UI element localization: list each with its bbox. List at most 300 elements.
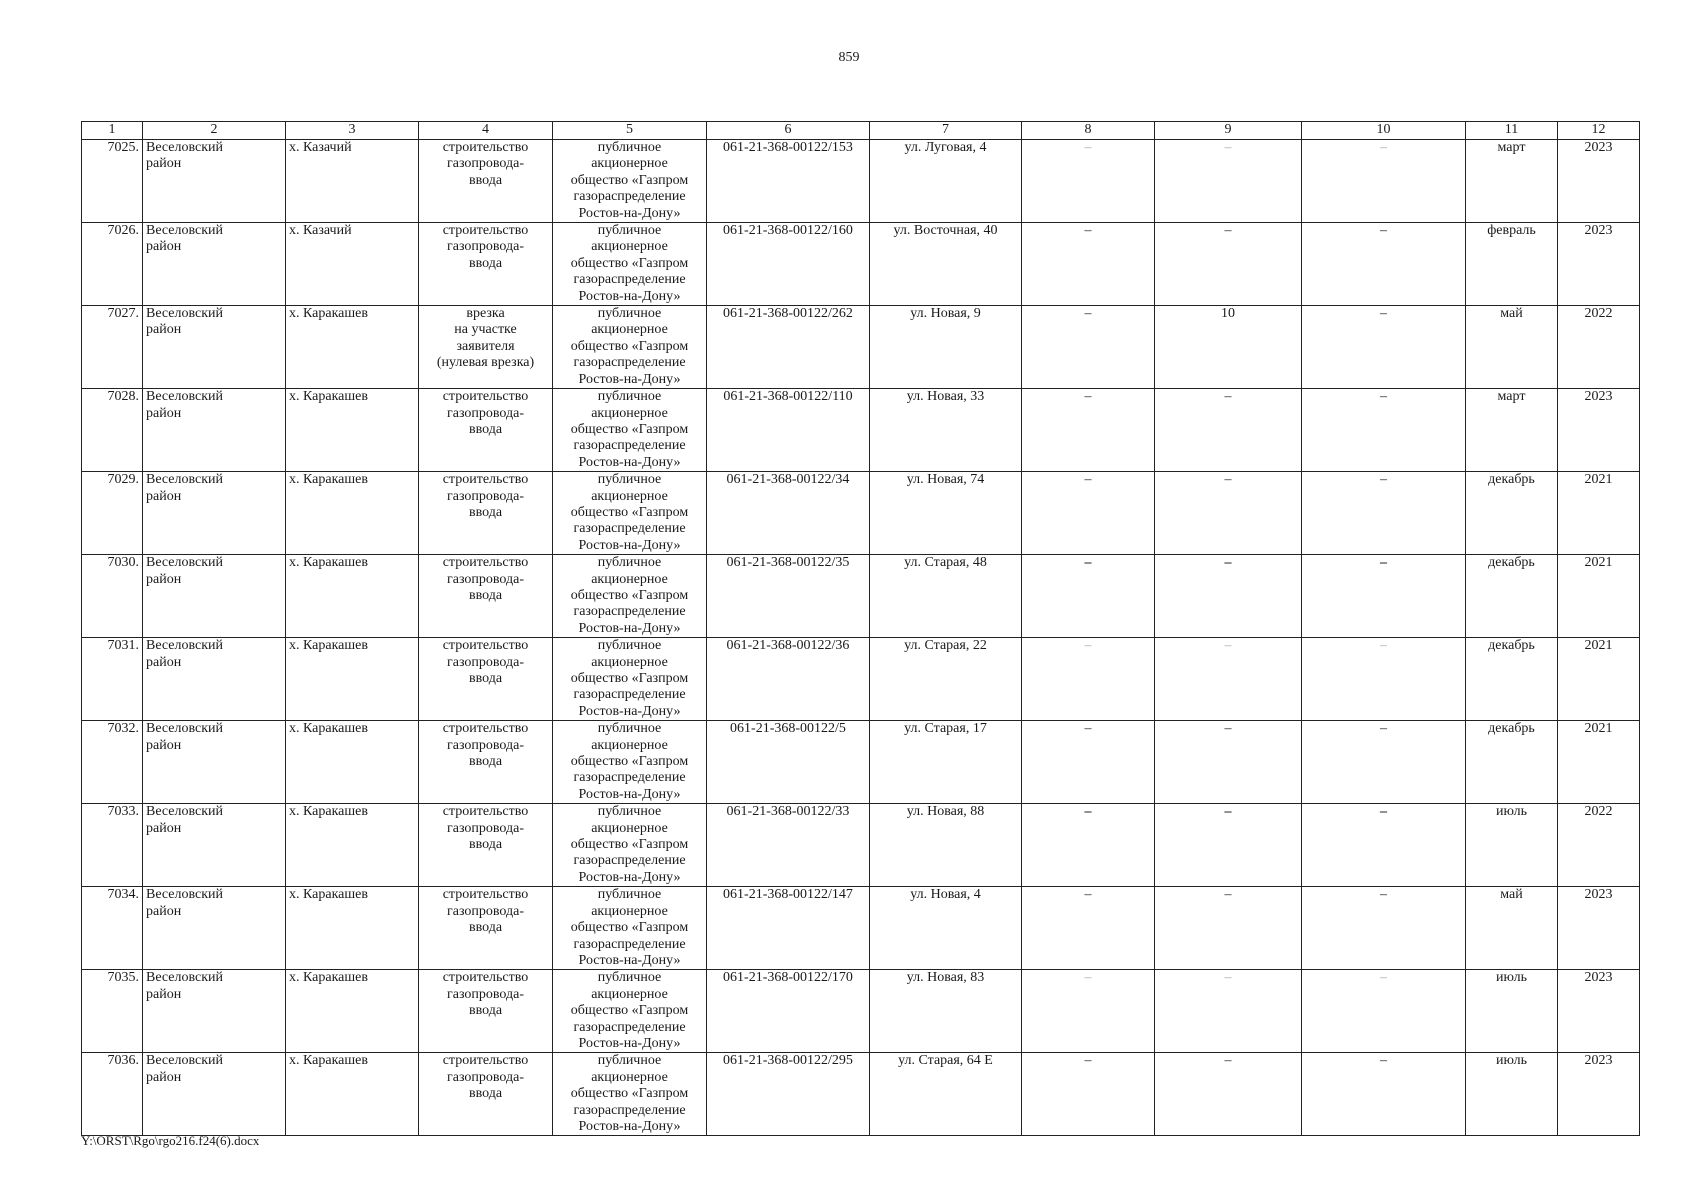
table-row bbox=[82, 140, 1640, 223]
row-number-cell: 7032. bbox=[82, 721, 143, 804]
organization-line: общество «Газпром bbox=[570, 338, 689, 354]
application-code-cell: 061-21-368-00122/160 bbox=[707, 223, 870, 306]
organization-line: общество «Газпром bbox=[570, 920, 689, 936]
row-number-cell: 7030. bbox=[82, 555, 143, 638]
address-cell: ул. Новая, 74 bbox=[870, 472, 1022, 555]
column-header: 10 bbox=[1302, 122, 1466, 140]
month-cell: май bbox=[1466, 887, 1558, 970]
value-cell-8 bbox=[1022, 887, 1155, 970]
row-number-cell: 7033. bbox=[82, 804, 143, 887]
work-type-cell bbox=[419, 140, 553, 223]
value-text: 10 bbox=[1221, 306, 1235, 322]
settlement-cell: х. Казачий bbox=[286, 223, 419, 306]
column-header: 9 bbox=[1155, 122, 1302, 140]
organization-cell bbox=[553, 1053, 707, 1136]
value-text: – bbox=[1380, 721, 1387, 737]
work-type-cell bbox=[419, 1053, 553, 1136]
district-line: Веселовский bbox=[146, 472, 224, 488]
district-line: Веселовский bbox=[146, 887, 224, 903]
work-type-cell bbox=[419, 555, 553, 638]
value-cell-10 bbox=[1302, 140, 1466, 223]
organization-cell bbox=[553, 721, 707, 804]
value-cell-8 bbox=[1022, 721, 1155, 804]
value-text: – bbox=[1224, 472, 1232, 488]
organization-line: публичное bbox=[597, 306, 662, 322]
organization-line: Ростов-на-Дону» bbox=[578, 1035, 681, 1051]
address-cell: ул. Старая, 48 bbox=[870, 555, 1022, 638]
value-text: – bbox=[1224, 1053, 1232, 1069]
value-text: – bbox=[1380, 140, 1387, 155]
work-type-line: ввода bbox=[468, 587, 503, 603]
value-cell-9 bbox=[1155, 970, 1302, 1053]
organization-line: акционерное bbox=[591, 405, 668, 421]
settlement-cell: х. Каракашев bbox=[286, 970, 419, 1053]
organization-line: газораспределение bbox=[573, 770, 686, 786]
organization-line: Ростов-на-Дону» bbox=[578, 371, 681, 387]
organization-line: газораспределение bbox=[573, 438, 686, 454]
value-text: – bbox=[1380, 887, 1387, 903]
organization-line: общество «Газпром bbox=[570, 1086, 689, 1102]
column-header: 1 bbox=[82, 122, 143, 140]
value-cell-8 bbox=[1022, 638, 1155, 721]
table-body bbox=[82, 140, 1640, 1136]
value-cell-10 bbox=[1302, 887, 1466, 970]
work-type-line: газопровода- bbox=[446, 156, 524, 172]
settlement-cell: х. Каракашев bbox=[286, 721, 419, 804]
district-line: Веселовский bbox=[146, 223, 224, 239]
value-cell-10 bbox=[1302, 472, 1466, 555]
value-cell-8 bbox=[1022, 804, 1155, 887]
month-cell: июль bbox=[1466, 1053, 1558, 1136]
work-type-line: ввода bbox=[468, 1003, 503, 1019]
work-type-line: газопровода- bbox=[446, 239, 524, 255]
month-cell: февраль bbox=[1466, 223, 1558, 306]
organization-line: общество «Газпром bbox=[570, 421, 689, 437]
application-code-cell: 061-21-368-00122/5 bbox=[707, 721, 870, 804]
application-code-cell: 061-21-368-00122/34 bbox=[707, 472, 870, 555]
row-number-cell: 7026. bbox=[82, 223, 143, 306]
value-text: – bbox=[1084, 555, 1092, 571]
work-type-line: газопровода- bbox=[446, 986, 524, 1002]
year-cell: 2021 bbox=[1558, 555, 1640, 638]
organization-line: газораспределение bbox=[573, 521, 686, 537]
work-type-line: ввода bbox=[468, 172, 503, 188]
district-line: Веселовский bbox=[146, 306, 224, 322]
table-row bbox=[82, 970, 1640, 1053]
month-cell: июль bbox=[1466, 804, 1558, 887]
work-type-line: строительство bbox=[442, 970, 529, 986]
month-cell: май bbox=[1466, 306, 1558, 389]
work-type-line: газопровода- bbox=[446, 654, 524, 670]
organization-line: Ростов-на-Дону» bbox=[578, 952, 681, 968]
work-type-cell bbox=[419, 472, 553, 555]
organization-cell bbox=[553, 223, 707, 306]
work-type-line: строительство bbox=[442, 555, 529, 571]
value-cell-9 bbox=[1155, 306, 1302, 389]
work-type-line: врезка bbox=[466, 306, 505, 322]
district-line: район bbox=[146, 986, 182, 1002]
value-text: – bbox=[1084, 223, 1092, 239]
work-type-line: строительство bbox=[442, 1053, 529, 1069]
value-cell-8 bbox=[1022, 223, 1155, 306]
column-header: 4 bbox=[419, 122, 553, 140]
value-text: – bbox=[1380, 306, 1387, 322]
value-cell-8 bbox=[1022, 555, 1155, 638]
district-line: район bbox=[146, 737, 182, 753]
district-line: район bbox=[146, 1069, 182, 1085]
value-text: – bbox=[1380, 223, 1387, 239]
value-cell-8 bbox=[1022, 472, 1155, 555]
month-cell: декабрь bbox=[1466, 555, 1558, 638]
organization-line: газораспределение bbox=[573, 272, 686, 288]
district-line: Веселовский bbox=[146, 804, 224, 820]
organization-line: акционерное bbox=[591, 488, 668, 504]
organization-line: общество «Газпром bbox=[570, 255, 689, 271]
application-code-cell: 061-21-368-00122/170 bbox=[707, 970, 870, 1053]
organization-line: акционерное bbox=[591, 322, 668, 338]
value-cell-10 bbox=[1302, 970, 1466, 1053]
work-type-cell bbox=[419, 887, 553, 970]
district-line: Веселовский bbox=[146, 638, 224, 654]
organization-line: газораспределение bbox=[573, 604, 686, 620]
year-cell: 2023 bbox=[1558, 223, 1640, 306]
district-line: Веселовский bbox=[146, 140, 224, 155]
district-line: район bbox=[146, 820, 182, 836]
district-line: район bbox=[146, 488, 182, 504]
work-type-line: ввода bbox=[468, 671, 503, 686]
column-header: 11 bbox=[1466, 122, 1558, 140]
value-text: – bbox=[1084, 389, 1092, 405]
organization-line: публичное bbox=[597, 140, 662, 155]
district-cell bbox=[143, 472, 286, 555]
organization-line: газораспределение bbox=[573, 936, 686, 952]
organization-line: газораспределение bbox=[573, 189, 686, 205]
district-cell bbox=[143, 140, 286, 223]
value-cell-9 bbox=[1155, 472, 1302, 555]
organization-line: общество «Газпром bbox=[570, 587, 689, 603]
year-cell: 2023 bbox=[1558, 970, 1640, 1053]
value-text: – bbox=[1380, 638, 1387, 654]
district-cell bbox=[143, 887, 286, 970]
row-number-cell: 7027. bbox=[82, 306, 143, 389]
row-number-cell: 7034. bbox=[82, 887, 143, 970]
work-type-line: газопровода- bbox=[446, 1069, 524, 1085]
organization-cell bbox=[553, 140, 707, 223]
application-code-cell: 061-21-368-00122/35 bbox=[707, 555, 870, 638]
organization-line: газораспределение bbox=[573, 1019, 686, 1035]
organization-line: Ростов-на-Дону» bbox=[578, 454, 681, 470]
district-line: район bbox=[146, 239, 182, 255]
value-cell-9 bbox=[1155, 389, 1302, 472]
column-header: 8 bbox=[1022, 122, 1155, 140]
column-header: 3 bbox=[286, 122, 419, 140]
column-header: 12 bbox=[1558, 122, 1640, 140]
organization-cell bbox=[553, 389, 707, 472]
value-cell-9 bbox=[1155, 638, 1302, 721]
column-header: 2 bbox=[143, 122, 286, 140]
district-line: район bbox=[146, 322, 182, 338]
organization-line: Ростов-на-Дону» bbox=[578, 288, 681, 304]
value-text: – bbox=[1084, 472, 1092, 488]
organization-line: акционерное bbox=[591, 986, 668, 1002]
work-type-line: ввода bbox=[468, 920, 503, 936]
work-type-line: газопровода- bbox=[446, 405, 524, 421]
organization-line: газораспределение bbox=[573, 355, 686, 371]
table-row bbox=[82, 306, 1640, 389]
value-text: – bbox=[1224, 638, 1232, 654]
row-number-cell: 7025. bbox=[82, 140, 143, 223]
column-header: 7 bbox=[870, 122, 1022, 140]
value-text: – bbox=[1084, 1053, 1092, 1069]
organization-line: публичное bbox=[597, 970, 662, 986]
value-cell-10 bbox=[1302, 1053, 1466, 1136]
year-cell: 2023 bbox=[1558, 1053, 1640, 1136]
work-type-cell bbox=[419, 638, 553, 721]
organization-line: газораспределение bbox=[573, 1102, 686, 1118]
organization-line: общество «Газпром bbox=[570, 671, 689, 686]
value-cell-8 bbox=[1022, 389, 1155, 472]
work-type-cell bbox=[419, 389, 553, 472]
organization-line: акционерное bbox=[591, 820, 668, 836]
work-type-line: газопровода- bbox=[446, 571, 524, 587]
organization-line: акционерное bbox=[591, 1069, 668, 1085]
value-text: – bbox=[1380, 804, 1387, 820]
row-number-cell: 7036. bbox=[82, 1053, 143, 1136]
month-cell: март bbox=[1466, 389, 1558, 472]
work-type-line: газопровода- bbox=[446, 488, 524, 504]
district-cell bbox=[143, 638, 286, 721]
value-cell-10 bbox=[1302, 389, 1466, 472]
work-type-line: (нулевая врезка) bbox=[436, 355, 535, 371]
table-row bbox=[82, 1053, 1640, 1136]
work-type-line: строительство bbox=[442, 804, 529, 820]
district-cell bbox=[143, 721, 286, 804]
work-type-cell bbox=[419, 223, 553, 306]
organization-line: акционерное bbox=[591, 737, 668, 753]
organization-cell bbox=[553, 638, 707, 721]
value-cell-9 bbox=[1155, 223, 1302, 306]
year-cell: 2021 bbox=[1558, 721, 1640, 804]
address-cell: ул. Восточная, 40 bbox=[870, 223, 1022, 306]
value-cell-8 bbox=[1022, 970, 1155, 1053]
district-line: Веселовский bbox=[146, 721, 224, 737]
organization-line: публичное bbox=[597, 887, 662, 903]
table-row bbox=[82, 389, 1640, 472]
organization-cell bbox=[553, 555, 707, 638]
application-code-cell: 061-21-368-00122/36 bbox=[707, 638, 870, 721]
district-line: район bbox=[146, 903, 182, 919]
work-type-line: газопровода- bbox=[446, 903, 524, 919]
value-cell-9 bbox=[1155, 721, 1302, 804]
district-line: район bbox=[146, 571, 182, 587]
value-cell-8 bbox=[1022, 1053, 1155, 1136]
work-type-line: ввода bbox=[468, 754, 503, 770]
work-type-line: строительство bbox=[442, 140, 529, 155]
value-text: – bbox=[1224, 721, 1232, 737]
year-cell: 2021 bbox=[1558, 472, 1640, 555]
value-text: – bbox=[1224, 804, 1232, 820]
settlement-cell: х. Каракашев bbox=[286, 306, 419, 389]
value-text: – bbox=[1224, 223, 1232, 239]
value-cell-10 bbox=[1302, 223, 1466, 306]
row-number-cell: 7029. bbox=[82, 472, 143, 555]
organization-line: акционерное bbox=[591, 571, 668, 587]
value-cell-10 bbox=[1302, 721, 1466, 804]
work-type-cell bbox=[419, 970, 553, 1053]
organization-cell bbox=[553, 472, 707, 555]
settlement-cell: х. Каракашев bbox=[286, 389, 419, 472]
value-text: – bbox=[1380, 389, 1387, 405]
organization-line: Ростов-на-Дону» bbox=[578, 703, 681, 719]
address-cell: ул. Старая, 17 bbox=[870, 721, 1022, 804]
month-cell: март bbox=[1466, 140, 1558, 223]
address-cell: ул. Новая, 9 bbox=[870, 306, 1022, 389]
organization-line: публичное bbox=[597, 389, 662, 405]
table-row bbox=[82, 555, 1640, 638]
district-cell bbox=[143, 804, 286, 887]
organization-line: публичное bbox=[597, 638, 662, 654]
address-cell: ул. Новая, 88 bbox=[870, 804, 1022, 887]
application-code-cell: 061-21-368-00122/262 bbox=[707, 306, 870, 389]
year-cell: 2022 bbox=[1558, 306, 1640, 389]
organization-line: Ростов-на-Дону» bbox=[578, 537, 681, 553]
application-code-cell: 061-21-368-00122/33 bbox=[707, 804, 870, 887]
application-code-cell: 061-21-368-00122/153 bbox=[707, 140, 870, 223]
work-type-line: ввода bbox=[468, 504, 503, 520]
value-text: – bbox=[1084, 306, 1092, 322]
year-cell: 2023 bbox=[1558, 389, 1640, 472]
organization-line: акционерное bbox=[591, 239, 668, 255]
value-text: – bbox=[1084, 140, 1092, 155]
organization-line: газораспределение bbox=[573, 687, 686, 703]
settlement-cell: х. Каракашев bbox=[286, 804, 419, 887]
table-row bbox=[82, 223, 1640, 306]
work-type-line: ввода bbox=[468, 837, 503, 853]
column-header: 5 bbox=[553, 122, 707, 140]
value-cell-9 bbox=[1155, 555, 1302, 638]
value-text: – bbox=[1084, 970, 1092, 986]
district-cell bbox=[143, 306, 286, 389]
work-type-line: ввода bbox=[468, 1086, 503, 1102]
organization-line: Ростов-на-Дону» bbox=[578, 869, 681, 885]
settlement-cell: х. Каракашев bbox=[286, 472, 419, 555]
district-cell bbox=[143, 1053, 286, 1136]
organization-line: Ростов-на-Дону» bbox=[578, 620, 681, 636]
value-text: – bbox=[1380, 970, 1387, 986]
work-type-line: газопровода- bbox=[446, 820, 524, 836]
district-line: Веселовский bbox=[146, 970, 224, 986]
address-cell: ул. Старая, 22 bbox=[870, 638, 1022, 721]
value-text: – bbox=[1380, 555, 1387, 571]
work-type-line: ввода bbox=[468, 421, 503, 437]
work-type-line: строительство bbox=[442, 638, 529, 654]
value-text: – bbox=[1084, 638, 1092, 654]
value-text: – bbox=[1380, 1053, 1387, 1069]
district-line: район bbox=[146, 405, 182, 421]
organization-line: публичное bbox=[597, 1053, 662, 1069]
value-cell-9 bbox=[1155, 1053, 1302, 1136]
month-cell: декабрь bbox=[1466, 472, 1558, 555]
district-line: Веселовский bbox=[146, 555, 224, 571]
district-line: район bbox=[146, 156, 182, 172]
value-cell-9 bbox=[1155, 804, 1302, 887]
application-code-cell: 061-21-368-00122/147 bbox=[707, 887, 870, 970]
value-text: – bbox=[1224, 887, 1232, 903]
column-header: 6 bbox=[707, 122, 870, 140]
table-row bbox=[82, 638, 1640, 721]
value-cell-10 bbox=[1302, 555, 1466, 638]
organization-line: Ростов-на-Дону» bbox=[578, 205, 681, 221]
work-type-line: строительство bbox=[442, 721, 529, 737]
month-cell: июль bbox=[1466, 970, 1558, 1053]
district-cell bbox=[143, 389, 286, 472]
month-cell: декабрь bbox=[1466, 721, 1558, 804]
value-text: – bbox=[1380, 472, 1387, 488]
work-type-line: газопровода- bbox=[446, 737, 524, 753]
address-cell: ул. Новая, 4 bbox=[870, 887, 1022, 970]
organization-line: газораспределение bbox=[573, 853, 686, 869]
year-cell: 2023 bbox=[1558, 887, 1640, 970]
application-code-cell: 061-21-368-00122/295 bbox=[707, 1053, 870, 1136]
organization-line: публичное bbox=[597, 223, 662, 239]
table-row bbox=[82, 721, 1640, 804]
value-cell-9 bbox=[1155, 887, 1302, 970]
address-cell: ул. Луговая, 4 bbox=[870, 140, 1022, 223]
district-cell bbox=[143, 970, 286, 1053]
table-row bbox=[82, 804, 1640, 887]
value-cell-10 bbox=[1302, 804, 1466, 887]
organization-line: публичное bbox=[597, 555, 662, 571]
work-type-line: строительство bbox=[442, 887, 529, 903]
work-type-cell bbox=[419, 721, 553, 804]
district-line: Веселовский bbox=[146, 389, 224, 405]
organization-line: общество «Газпром bbox=[570, 172, 689, 188]
organization-line: публичное bbox=[597, 472, 662, 488]
work-type-line: ввода bbox=[468, 255, 503, 271]
value-cell-10 bbox=[1302, 638, 1466, 721]
value-text: – bbox=[1084, 887, 1092, 903]
work-type-line: строительство bbox=[442, 389, 529, 405]
table-row bbox=[82, 887, 1640, 970]
value-text: – bbox=[1084, 804, 1092, 820]
page-number: 859 bbox=[838, 50, 860, 65]
value-cell-10 bbox=[1302, 306, 1466, 389]
value-cell-8 bbox=[1022, 306, 1155, 389]
row-number-cell: 7031. bbox=[82, 638, 143, 721]
year-cell: 2021 bbox=[1558, 638, 1640, 721]
organization-line: Ростов-на-Дону» bbox=[578, 786, 681, 802]
organization-line: Ростов-на-Дону» bbox=[578, 1118, 681, 1134]
organization-line: акционерное bbox=[591, 654, 668, 670]
organization-line: акционерное bbox=[591, 903, 668, 919]
settlement-cell: х. Каракашев bbox=[286, 555, 419, 638]
value-cell-9 bbox=[1155, 140, 1302, 223]
organization-line: публичное bbox=[597, 804, 662, 820]
value-text: – bbox=[1084, 721, 1092, 737]
settlement-cell: х. Казачий bbox=[286, 140, 419, 223]
address-cell: ул. Новая, 33 bbox=[870, 389, 1022, 472]
address-cell: ул. Новая, 83 bbox=[870, 970, 1022, 1053]
value-cell-8 bbox=[1022, 140, 1155, 223]
table-row bbox=[82, 472, 1640, 555]
organization-line: общество «Газпром bbox=[570, 1003, 689, 1019]
footer-file-path: Y:\ORST\Rgo\rgo216.f24(6).docx bbox=[81, 1133, 260, 1148]
work-type-line: строительство bbox=[442, 472, 529, 488]
settlement-cell: х. Каракашев bbox=[286, 887, 419, 970]
work-type-line: заявителя bbox=[456, 338, 515, 354]
work-type-line: на участке bbox=[454, 322, 517, 338]
work-type-cell bbox=[419, 306, 553, 389]
